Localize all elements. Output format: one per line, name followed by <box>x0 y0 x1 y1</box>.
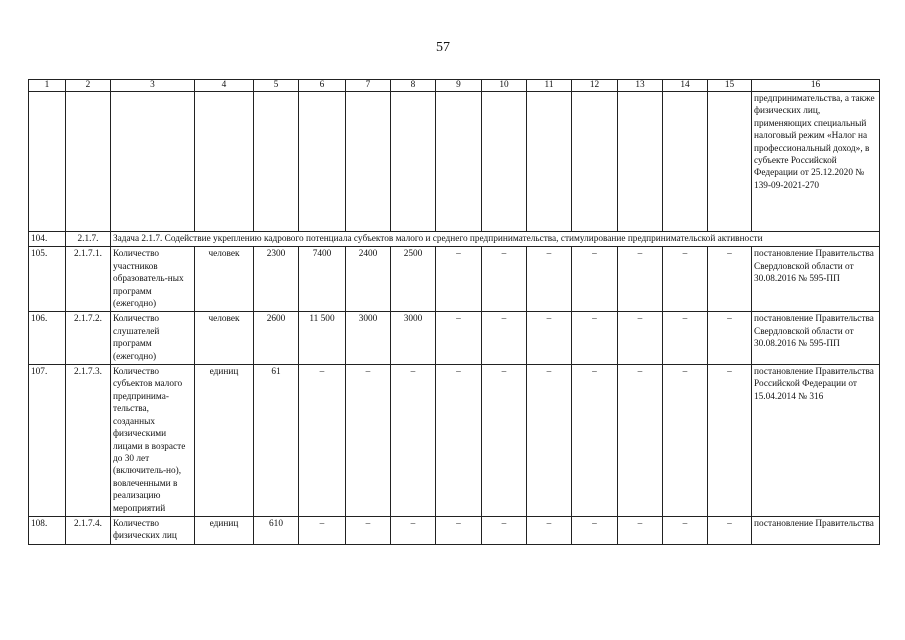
header-row <box>29 80 880 92</box>
value-cell: – <box>663 516 708 544</box>
value-cell: – <box>391 516 436 544</box>
value-cell: 2300 <box>254 247 299 312</box>
indicators-table <box>28 79 880 545</box>
row-code: 2.1.7.2. <box>66 312 111 365</box>
value-cell: 3000 <box>346 312 391 365</box>
value-cell: – <box>436 516 482 544</box>
empty-cell <box>436 92 482 232</box>
value-cell: 610 <box>254 516 299 544</box>
column-header: 9 <box>436 80 482 92</box>
unit-cell: человек <box>195 247 254 312</box>
carryover-row <box>29 92 880 232</box>
value-cell: – <box>527 312 572 365</box>
empty-cell <box>482 92 527 232</box>
indicator-name: Количество субъектов малого предпринима-тельства, созданных физическими лицами в возрасте до 30 лет (включитель-но), вовлеченными в реализацию мероприятий <box>111 365 195 517</box>
table-row <box>29 516 880 544</box>
row-code: 2.1.7.3. <box>66 365 111 517</box>
source-document: постановление Правительства Российской Федерации от 15.04.2014 № 316 <box>752 365 880 517</box>
value-cell: – <box>482 365 527 517</box>
value-cell: 61 <box>254 365 299 517</box>
unit-cell: человек <box>195 312 254 365</box>
column-header: 1 <box>29 80 66 92</box>
row-code: 2.1.7. <box>66 232 111 247</box>
row-number: 106. <box>29 312 66 365</box>
value-cell: – <box>346 516 391 544</box>
value-cell: – <box>618 247 663 312</box>
value-cell: – <box>436 247 482 312</box>
value-cell: – <box>299 365 346 517</box>
value-cell: – <box>572 365 618 517</box>
value-cell: – <box>708 312 752 365</box>
empty-cell <box>254 92 299 232</box>
indicator-name: Количество участников образователь-ных программ (ежегодно) <box>111 247 195 312</box>
unit-cell: единиц <box>195 365 254 517</box>
indicator-name: Количество слушателей программ (ежегодно) <box>111 312 195 365</box>
table-row <box>29 365 880 517</box>
value-cell: – <box>663 247 708 312</box>
value-cell: – <box>482 312 527 365</box>
value-cell: 7400 <box>299 247 346 312</box>
empty-cell <box>195 92 254 232</box>
value-cell: – <box>663 312 708 365</box>
column-header: 2 <box>66 80 111 92</box>
empty-cell <box>29 92 66 232</box>
empty-cell <box>527 92 572 232</box>
table-row <box>29 247 880 312</box>
column-header: 14 <box>663 80 708 92</box>
column-header: 16 <box>752 80 880 92</box>
source-document: постановление Правительства Свердловской области от 30.08.2016 № 595-ПП <box>752 312 880 365</box>
value-cell: – <box>482 516 527 544</box>
value-cell: – <box>618 516 663 544</box>
value-cell: 2400 <box>346 247 391 312</box>
value-cell: 2600 <box>254 312 299 365</box>
row-code: 2.1.7.4. <box>66 516 111 544</box>
source-document: постановление Правительства Свердловской области от 30.08.2016 № 595-ПП <box>752 247 880 312</box>
empty-cell <box>708 92 752 232</box>
column-header: 12 <box>572 80 618 92</box>
empty-cell <box>346 92 391 232</box>
value-cell: – <box>527 516 572 544</box>
page-number: 57 <box>436 40 450 55</box>
column-header: 4 <box>195 80 254 92</box>
value-cell: – <box>391 365 436 517</box>
value-cell: – <box>618 312 663 365</box>
value-cell: – <box>572 516 618 544</box>
column-header: 11 <box>527 80 572 92</box>
value-cell: 11 500 <box>299 312 346 365</box>
task-title: Задача 2.1.7. Содействие укреплению кадрового потенциала субъектов малого и среднего предпринимательства, стимулирование предпринимательской активности <box>111 232 880 247</box>
column-header: 7 <box>346 80 391 92</box>
value-cell: – <box>299 516 346 544</box>
row-number: 107. <box>29 365 66 517</box>
column-header: 8 <box>391 80 436 92</box>
value-cell: – <box>482 247 527 312</box>
value-cell: – <box>436 365 482 517</box>
row-code: 2.1.7.1. <box>66 247 111 312</box>
indicator-name: Количество физических лиц <box>111 516 195 544</box>
source-document: постановление Правительства <box>752 516 880 544</box>
row-number: 104. <box>29 232 66 247</box>
column-header: 10 <box>482 80 527 92</box>
empty-cell <box>572 92 618 232</box>
unit-cell: единиц <box>195 516 254 544</box>
empty-cell <box>111 92 195 232</box>
column-header: 13 <box>618 80 663 92</box>
value-cell: – <box>572 247 618 312</box>
column-header: 3 <box>111 80 195 92</box>
value-cell: – <box>527 365 572 517</box>
empty-cell <box>299 92 346 232</box>
row-number: 105. <box>29 247 66 312</box>
column-header: 5 <box>254 80 299 92</box>
value-cell: – <box>346 365 391 517</box>
empty-cell <box>663 92 708 232</box>
column-header: 6 <box>299 80 346 92</box>
value-cell: – <box>708 247 752 312</box>
empty-cell <box>618 92 663 232</box>
value-cell: 2500 <box>391 247 436 312</box>
column-header: 15 <box>708 80 752 92</box>
value-cell: 3000 <box>391 312 436 365</box>
empty-cell <box>66 92 111 232</box>
value-cell: – <box>663 365 708 517</box>
task-row <box>29 232 880 247</box>
carryover-source-text: предпринимательства, а также физических лиц, применяющих специальный налоговый режим «Налог на профессиональный доход», в субъекте Российской Федерации от 25.12.2020 № 139-09-2021-270 <box>752 92 880 232</box>
value-cell: – <box>436 312 482 365</box>
table-row <box>29 312 880 365</box>
value-cell: – <box>618 365 663 517</box>
value-cell: – <box>572 312 618 365</box>
value-cell: – <box>708 516 752 544</box>
value-cell: – <box>708 365 752 517</box>
row-number: 108. <box>29 516 66 544</box>
empty-cell <box>391 92 436 232</box>
value-cell: – <box>527 247 572 312</box>
